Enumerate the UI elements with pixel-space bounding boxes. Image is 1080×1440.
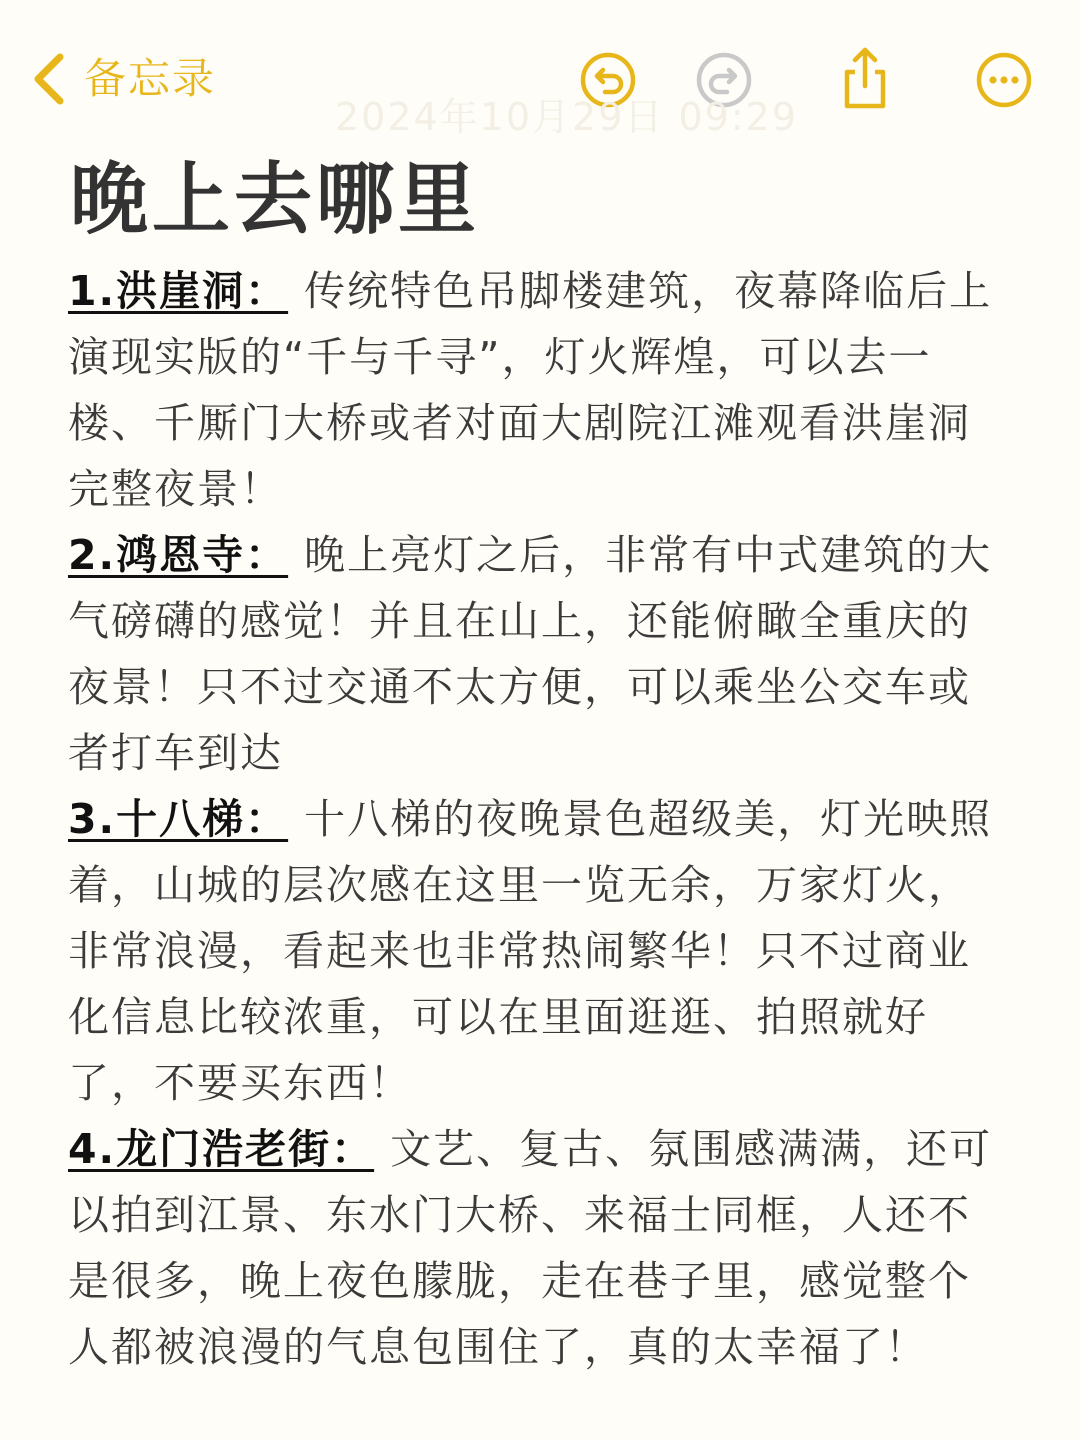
- note-entry: [68, 1116, 998, 1380]
- more-icon: [968, 44, 1040, 116]
- entry-text: 传统特色吊脚楼建筑，夜幕降临后上演现实版的“千与千寻”，灯火辉煌，可以去一楼、千厮门大桥或者对面大剧院江滩观看洪崖洞完整夜景！: [68, 267, 993, 513]
- entry-heading: 2.鸿恩寺：: [68, 531, 289, 579]
- back-button[interactable]: [28, 48, 216, 110]
- entry-text: 晚上亮灯之后，非常有中式建筑的大气磅礴的感觉！并且在山上，还能俯瞰全重庆的夜景！只不过交通不太方便，可以乘坐公交车或者打车到达: [68, 531, 993, 777]
- note-entry: [68, 258, 998, 522]
- note-entry: [68, 522, 998, 786]
- more-options-button[interactable]: [968, 44, 1040, 116]
- undo-button[interactable]: [572, 44, 644, 116]
- entry-heading: 4.龙门浩老街：: [68, 1125, 375, 1173]
- note-date-faded: 2024年10月29日 09:29: [335, 95, 799, 139]
- note-title: 晚上去哪里: [70, 155, 481, 245]
- redo-icon: [688, 44, 760, 116]
- note-body[interactable]: [68, 258, 998, 1380]
- back-button-label: 备忘录: [84, 54, 217, 103]
- entry-text: 十八梯的夜晚景色超级美，灯光映照着，山城的层次感在这里一览无余，万家灯火，非常浪漫，看起来也非常热闹繁华！只不过商业化信息比较浓重，可以在里面逛逛、拍照就好了，不要买东西！: [68, 795, 993, 1107]
- note-entry: [68, 786, 998, 1116]
- share-button[interactable]: [829, 44, 901, 116]
- share-icon: [829, 44, 901, 116]
- entry-heading: 1.洪崖洞：: [68, 267, 289, 315]
- redo-button[interactable]: [688, 44, 760, 116]
- entry-text: 文艺、复古、氛围感满满，还可以拍到江景、东水门大桥、来福士同框，人还不是很多，晚上夜色朦胧，走在巷子里，感觉整个人都被浪漫的气息包围住了，真的太幸福了！: [68, 1125, 993, 1371]
- undo-icon: [572, 44, 644, 116]
- chevron-left-icon: [28, 51, 72, 107]
- top-navigation-bar: [0, 0, 1080, 160]
- entry-heading: 3.十八梯：: [68, 795, 289, 843]
